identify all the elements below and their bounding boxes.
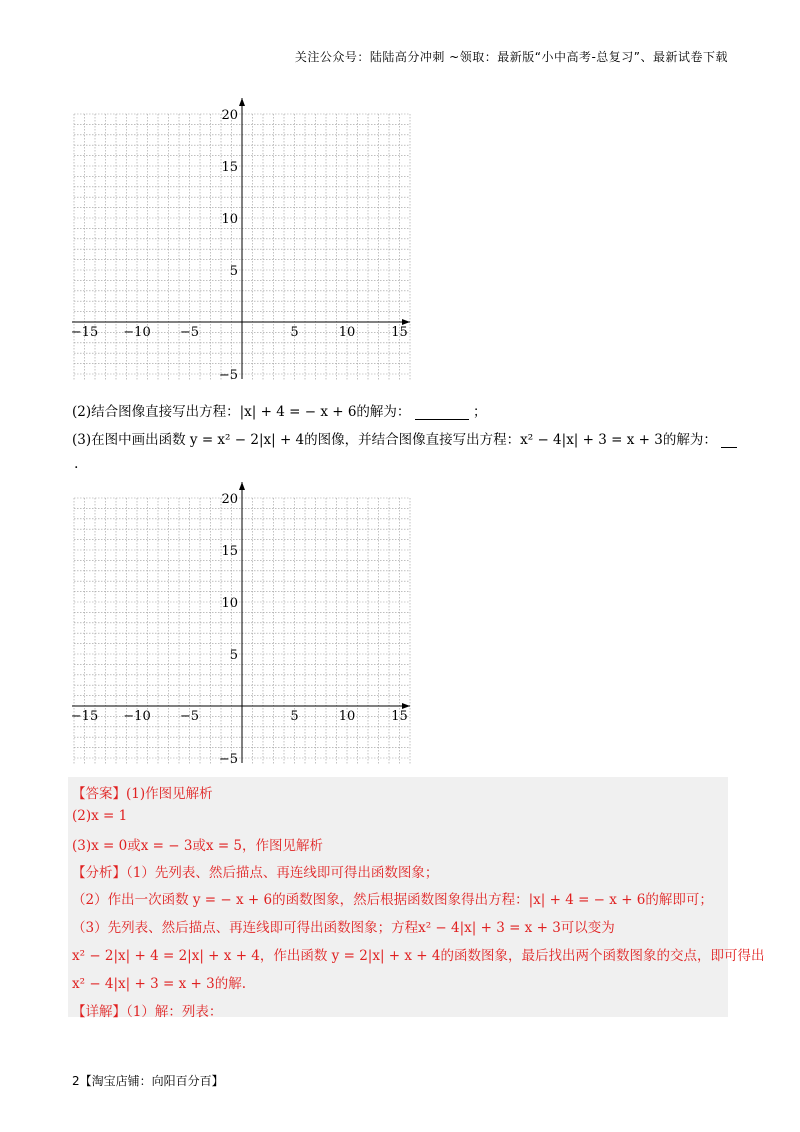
x-tick-label: −10 (123, 325, 151, 340)
x-tick-label: 5 (290, 325, 299, 340)
x-tick-label: 10 (338, 709, 356, 724)
analysis-line-1: 【分析】（1）先列表、然后描点、再连线即可得出函数图象； (72, 865, 439, 881)
y-tick-label: 20 (221, 492, 238, 507)
question-2-text: (2)结合图像直接写出方程：|x| + 4 = − x + 6的解为： (72, 404, 411, 420)
answer-line-1: 【答案】(1)作图见解析 (72, 786, 213, 802)
question-2-tail: ； (473, 404, 487, 420)
y-tick-label: 10 (221, 596, 238, 611)
x-tick-label: 15 (391, 325, 408, 340)
x-tick-label: −5 (179, 325, 200, 340)
y-axis-arrow (239, 482, 245, 490)
coordinate-grid-1 (70, 96, 420, 381)
analysis-line-3: （3）先列表、然后描点、再连线即可得出函数图象；方程x² − 4|x| + 3 = x + 3可以变为 (72, 920, 615, 936)
y-tick-label: 5 (229, 264, 238, 279)
question-2 (72, 400, 487, 420)
answer-blank-3 (721, 431, 737, 448)
detail-line-1: 【详解】（1）解：列表： (72, 1004, 223, 1020)
x-tick-label: −10 (123, 709, 151, 724)
y-tick-label: 20 (221, 108, 238, 123)
y-tick-label: −5 (218, 368, 238, 381)
y-tick-label: −5 (218, 752, 238, 765)
question-3-text: (3)在图中画出函数 y = x² − 2|x| + 4的图像，并结合图像直接写出方程：x² − 4|x| + 3 = x + 3的解为： (72, 432, 717, 448)
x-tick-label: 10 (338, 325, 356, 340)
answer-line-2: (2)x = 1 (72, 808, 128, 824)
y-tick-label: 15 (221, 160, 238, 175)
analysis-line-4: x² − 2|x| + 4 = 2|x| + x + 4，作出函数 y = 2|x| + x + 4的函数图象，最后找出两个函数图象的交点，即可得出 (72, 948, 765, 964)
analysis-line-2: （2）作出一次函数 y = − x + 6的函数图象，然后根据函数图象得出方程：|x| + 4 = − x + 6的解即可； (72, 892, 713, 908)
y-tick-label: 5 (229, 648, 238, 663)
question-3-dot: . (74, 456, 79, 472)
y-tick-label: 10 (221, 212, 238, 227)
y-axis-arrow (239, 98, 245, 106)
answer-line-3: (3)x = 0或x = − 3或x = 5，作图见解析 (72, 838, 324, 854)
question-3 (72, 428, 737, 448)
page-header: 关注公众号：陆陆高分冲刺 ~领取：最新版“小中高考-总复习”、最新试卷下载 (294, 50, 728, 64)
x-tick-label: 15 (391, 709, 408, 724)
answer-blank (415, 403, 469, 420)
x-tick-label: −15 (70, 325, 99, 340)
coordinate-grid-2 (70, 480, 420, 765)
page-footer: 2【淘宝店铺：向阳百分百】 (72, 1074, 224, 1088)
x-tick-label: −5 (179, 709, 200, 724)
x-tick-label: 5 (290, 709, 299, 724)
x-tick-label: −15 (70, 709, 99, 724)
y-tick-label: 15 (221, 544, 238, 559)
analysis-line-5: x² − 4|x| + 3 = x + 3的解. (72, 976, 246, 992)
